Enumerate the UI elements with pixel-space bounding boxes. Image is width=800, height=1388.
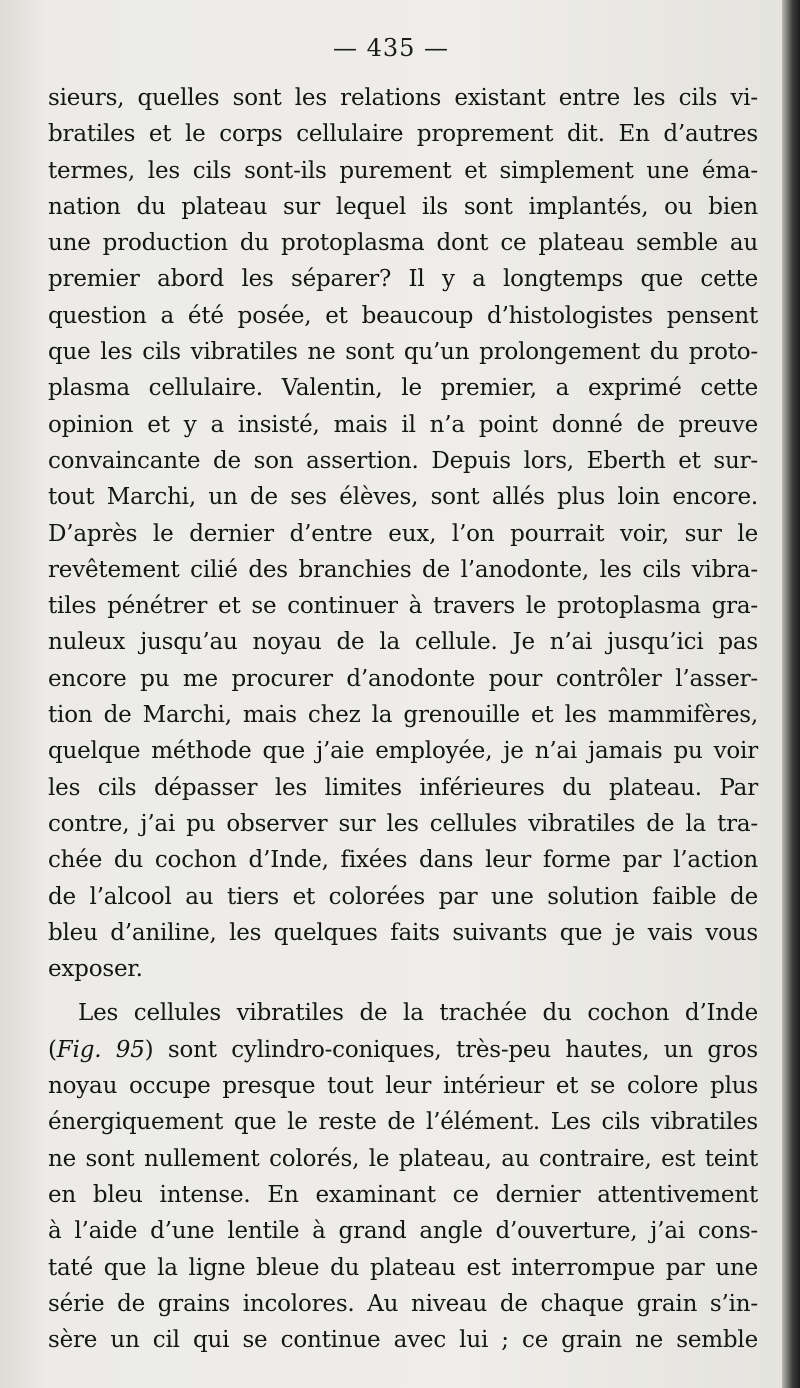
- text-line: contre, j’ai pu observer sur les cellules vibratiles de la tra-: [48, 810, 758, 837]
- text-line: noyau occupe presque tout leur intérieur et se colore plus: [48, 1073, 758, 1100]
- text-line: les cils dépasser les limites inférieures du plateau. Par: [48, 774, 758, 801]
- text-line: à l’aide d’une lentile à grand angle d’ouverture, j’ai cons-: [48, 1218, 758, 1245]
- body-text: [48, 80, 758, 1358]
- text-line: exposer.: [48, 956, 143, 983]
- page-edge-shadow: [782, 0, 800, 1388]
- text-line: plasma cellulaire. Valentin, le premier, a exprimé cette: [48, 375, 758, 402]
- paragraph-1: [48, 80, 758, 987]
- text-line: encore pu me procurer d’anodonte pour contrôler l’asser-: [48, 665, 758, 692]
- text-line: nuleux jusqu’au noyau de la cellule. Je n’ai jusqu’ici pas: [48, 629, 758, 656]
- text-line: tion de Marchi, mais chez la grenouille et les mammifères,: [48, 702, 758, 729]
- text-line: convaincante de son assertion. Depuis lors, Eberth et sur-: [48, 447, 758, 474]
- text-line: opinion et y a insisté, mais il n’a point donné de preuve: [48, 411, 758, 438]
- paragraph-2: [48, 995, 758, 1358]
- text-line: tout Marchi, un de ses élèves, sont allés plus loin encore.: [48, 484, 758, 511]
- text-line: question a été posée, et beaucoup d’histologistes pensent: [48, 302, 758, 329]
- text-line: bleu d’aniline, les quelques faits suivants que je vais vous: [48, 919, 758, 946]
- paragraph-gap: [48, 987, 758, 995]
- text-line: D’après le dernier d’entre eux, l’on pourrait voir, sur le: [48, 520, 758, 547]
- line-rest: ) sont cylindro-coniques, très-peu hautes, un gros: [144, 1036, 758, 1063]
- text-line: en bleu intense. En examinant ce dernier attentivement: [48, 1181, 758, 1208]
- figure-reference: Fig. 95: [56, 1036, 145, 1063]
- text-line: nation du plateau sur lequel ils sont implantés, ou bien: [48, 193, 758, 220]
- text-line: ne sont nullement colorés, le plateau, au contraire, est teint: [48, 1145, 758, 1172]
- text-line: taté que la ligne bleue du plateau est interrompue par une: [48, 1254, 758, 1281]
- text-line: revêtement cilié des branchies de l’anodonte, les cils vibra-: [48, 556, 758, 583]
- page-number: — 435 —: [332, 34, 450, 62]
- text-line: premier abord les séparer? Il y a longtemps que cette: [48, 266, 758, 293]
- text-line: quelque méthode que j’aie employée, je n’ai jamais pu voir: [48, 738, 758, 765]
- text-line: sieurs, quelles sont les relations existant entre les cils vi-: [48, 85, 758, 111]
- text-line: de l’alcool au tiers et colorées par une solution faible de: [48, 883, 758, 910]
- text-line: série de grains incolores. Au niveau de chaque grain s’in-: [48, 1290, 758, 1317]
- text-line-with-figure-ref: [48, 1032, 758, 1068]
- text-line: sère un cil qui se continue avec lui ; ce grain ne semble: [48, 1327, 758, 1354]
- text-line: tiles pénétrer et se continuer à travers le protoplasma gra-: [48, 593, 758, 620]
- text-line: bratiles et le corps cellulaire proprement dit. En d’autres: [48, 121, 758, 148]
- text-line: Les cellules vibratiles de la trachée du cochon d’Inde: [78, 1000, 758, 1027]
- text-line: énergiquement que le reste de l’élément. Les cils vibratiles: [48, 1109, 758, 1136]
- text-line: que les cils vibratiles ne sont qu’un prolongement du proto-: [48, 339, 758, 366]
- paren-open: (: [48, 1036, 57, 1063]
- text-line: chée du cochon d’Inde, fixées dans leur forme par l’action: [48, 847, 758, 874]
- text-line: termes, les cils sont-ils purement et simplement une éma-: [48, 157, 758, 184]
- text-line: une production du protoplasma dont ce plateau semble au: [48, 230, 758, 257]
